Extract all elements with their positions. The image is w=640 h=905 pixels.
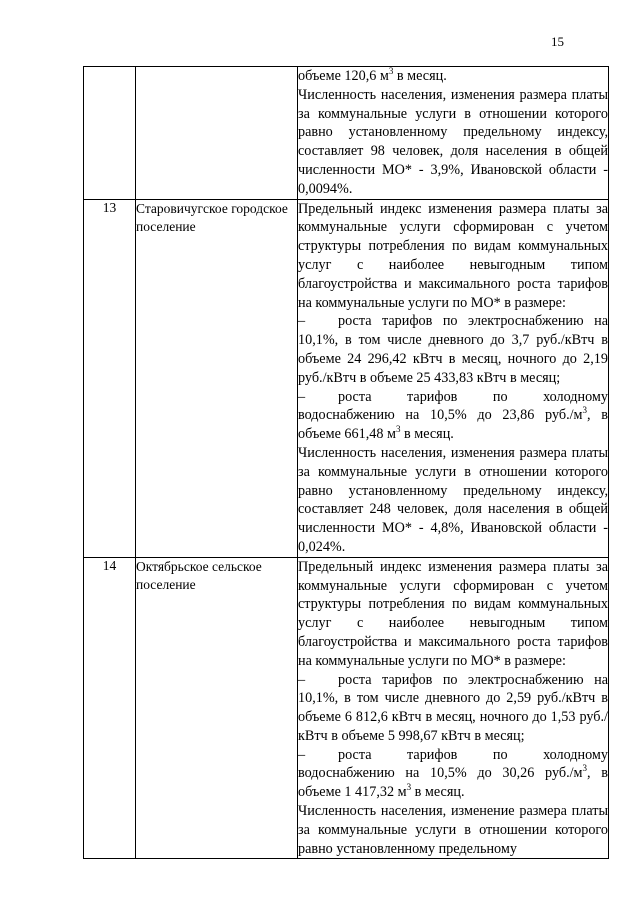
row-description [298,199,609,557]
row-number: 14 [84,557,136,859]
bullet-paragraph: – роста тарифов по электроснабжению на 10,1%, в том числе дневного до 2,59 руб./кВтч в объеме 6 812,6 кВтч в месяц, ночного до 1,53 руб./кВтч в объеме 5 998,67 кВтч в месяц; [298,671,608,744]
table-row [84,67,609,200]
bullet-paragraph: – роста тарифов по электроснабжению на 10,1%, в том числе дневного до 3,7 руб./кВтч в объеме 24 296,42 кВтч в месяц, ночного до 2,19 руб./кВтч в объеме 25 433,83 кВтч в месяц; [298,313,608,386]
paragraph: Численность населения, изменения размера платы за коммунальные услуги в отношении которого равно установленному предельному индексу, составляет 98 человек, доля населения в общей численности МО* - 3,9%, Ивановской области - 0,0094%. [298,86,608,197]
municipality-name: Октябрьское сельское поселение [136,557,298,859]
municipality-name [136,67,298,200]
page-number: 15 [551,34,564,49]
paragraph: объеме 120,6 $м^3$ в месяц. [298,66,447,84]
dash-marker: – [298,388,306,405]
row-description [298,67,609,200]
paragraph: Предельный индекс изменения размера платы за коммунальные услуги сформирован с учетом структуры потребления по видам коммунальных услуг с наиболее невыгодным типом благоустройства и максимального роста тарифов на коммунальные услуги по МО* в размере: [298,200,608,311]
table-row [84,557,609,859]
paragraph: Численность населения, изменение размера платы за коммунальные услуги в отношении которого равно установленному предельному [298,803,608,857]
bullet-paragraph: – роста тарифов по холодному водоснабжению на 10,5% до 30,26 $руб./м^3$, в объеме 1 417,32 $м^3$ в месяц. [298,746,609,801]
municipality-name: Старовичугское городское поселение [136,199,298,557]
dash-marker: – [298,313,306,330]
table-row [84,199,609,557]
row-description [298,557,609,859]
row-number: 13 [84,199,136,557]
paragraph: Численность населения, изменения размера платы за коммунальные услуги в отношении которого равно установленному предельному индексу, составляет 248 человек, доля населения в общей численности МО* - 4,8%, Ивановской области - 0,024%. [298,444,608,555]
tariff-table [83,66,609,859]
bullet-paragraph: – роста тарифов по холодному водоснабжению на 10,5% до 23,86 $руб./м^3$, в объеме 661,48 $м^3$ в месяц. [298,388,609,443]
row-number [84,67,136,200]
paragraph: Предельный индекс изменения размера платы за коммунальные услуги сформирован с учетом структуры потребления по видам коммунальных услуг с наиболее невыгодным типом благоустройства и максимального роста тарифов на коммунальные услуги по МО* в размере: [298,558,608,669]
dash-marker: – [298,746,306,763]
dash-marker: – [298,671,306,688]
